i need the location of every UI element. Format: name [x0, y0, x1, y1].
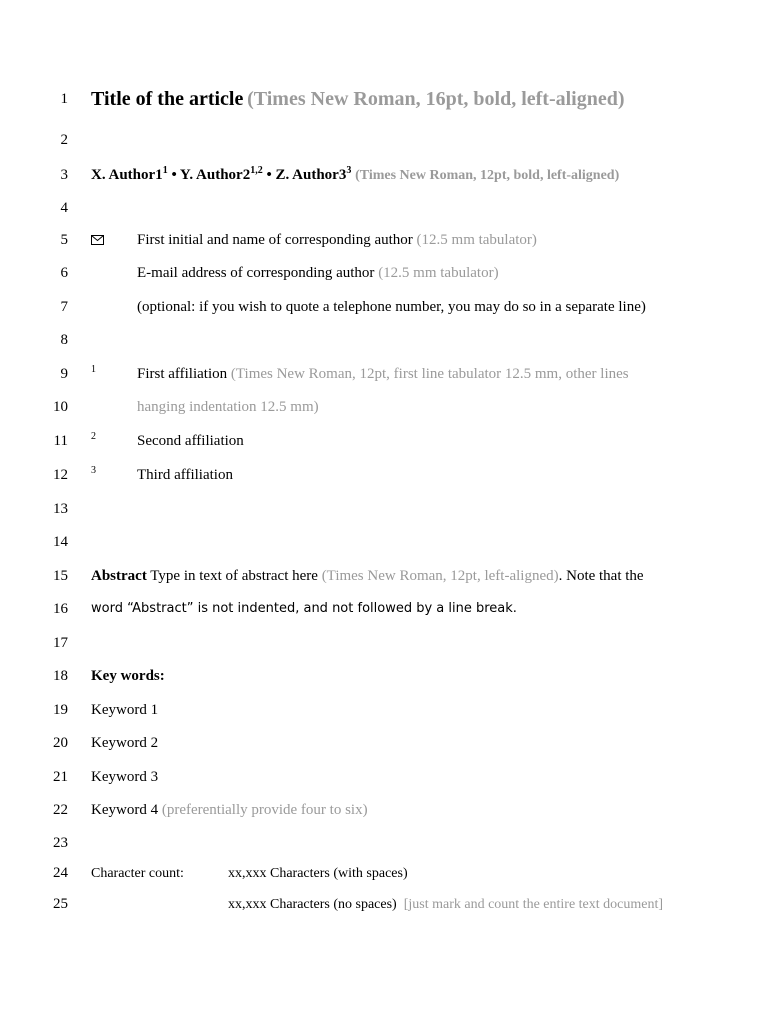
line-number: 2 — [60, 132, 68, 148]
line-number: 21 — [53, 769, 68, 785]
keyword-text: Keyword 1 — [91, 702, 159, 718]
line-number: 8 — [60, 332, 68, 348]
corresponding-author-email: E-mail address of corresponding author — [137, 265, 375, 281]
character-count-note: [just mark and count the entire text document] — [403, 897, 664, 912]
corresponding-author-name-line — [137, 231, 748, 249]
abstract-line-2 — [91, 600, 748, 618]
affiliation-1-text: First affiliation — [137, 366, 228, 382]
abstract-label: Abstract — [91, 568, 147, 584]
line-number: 4 — [60, 200, 68, 216]
affiliation-3-mark — [91, 466, 121, 484]
affiliation-format-note: (Times New Roman, 12pt, first line tabulator 12.5 mm, other lines — [230, 366, 629, 382]
keywords-note: (preferentially provide four to six) — [161, 802, 368, 818]
affiliation-1-mark — [91, 365, 121, 383]
line-number: 15 — [53, 568, 68, 584]
article-title-line — [91, 87, 748, 111]
abstract-line — [91, 567, 748, 585]
line-number: 5 — [60, 232, 68, 248]
keyword-text: Keyword 4 — [91, 802, 159, 818]
abstract-text-tail: . Note that the — [558, 568, 644, 584]
affiliation-mark: 2 — [91, 431, 96, 442]
affiliation-3-line — [137, 466, 748, 484]
abstract-format-note: (Times New Roman, 12pt, left-aligned) — [321, 568, 559, 584]
keyword-item — [91, 734, 748, 752]
line-number: 18 — [53, 668, 68, 684]
affiliation-2-line — [137, 432, 748, 450]
character-count-no-spaces-line — [228, 896, 748, 914]
author-separator: • — [262, 167, 276, 183]
affiliation-mark: 3 — [91, 465, 96, 476]
character-count-with-spaces-line — [228, 865, 748, 883]
keyword-item — [91, 801, 748, 819]
keywords-heading: Key words: — [91, 668, 165, 684]
author-3: Z. Author3 — [275, 167, 347, 183]
line-number: 19 — [53, 702, 68, 718]
line-number: 16 — [53, 601, 68, 617]
line-number: 12 — [53, 467, 68, 483]
corresponding-author-name: First initial and name of corresponding author — [137, 232, 413, 248]
author-1-affiliation-mark: 1 — [162, 165, 168, 176]
line-number: 10 — [53, 399, 68, 415]
author-separator: • — [167, 167, 180, 183]
article-title: Title of the article — [91, 88, 244, 110]
line-number: 20 — [53, 735, 68, 751]
affiliation-2-text: Second affiliation — [137, 433, 244, 449]
affiliation-3-text: Third affiliation — [137, 467, 233, 483]
line-number: 17 — [53, 635, 68, 651]
authors-format-note: (Times New Roman, 12pt, bold, left-aligned) — [355, 168, 620, 183]
line-number: 13 — [53, 501, 68, 517]
affiliation-1-line — [137, 365, 748, 383]
line-number: 3 — [60, 167, 68, 183]
line-number: 25 — [53, 896, 68, 912]
telephone-note-line — [137, 298, 748, 316]
keywords-heading-line — [91, 667, 748, 685]
telephone-note: (optional: if you wish to quote a telephone number, you may do so in a separate line) — [137, 299, 646, 315]
author-2: Y. Author2 — [179, 167, 251, 183]
corresponding-author-email-line — [137, 264, 748, 282]
keyword-text: Keyword 2 — [91, 735, 159, 751]
line-number: 7 — [60, 299, 68, 315]
affiliation-mark: 1 — [91, 364, 96, 375]
keyword-item — [91, 701, 748, 719]
line-number: 11 — [53, 433, 68, 449]
authors-line — [91, 166, 748, 185]
keyword-text: Keyword 3 — [91, 769, 159, 785]
character-count-label: Character count: — [91, 866, 184, 881]
line-number: 14 — [53, 534, 68, 550]
character-count-with-spaces: xx,xxx Characters (with spaces) — [228, 866, 408, 881]
tabulator-note: (12.5 mm tabulator) — [378, 265, 499, 281]
line-number: 1 — [60, 91, 68, 107]
keyword-item — [91, 768, 748, 786]
line-number: 22 — [53, 802, 68, 818]
title-format-note: (Times New Roman, 16pt, bold, left-aligned) — [247, 88, 625, 110]
author-1: X. Author1 — [91, 167, 163, 183]
affiliation-1-line-2 — [137, 398, 748, 416]
abstract-text-continued: word “Abstract” is not indented, and not followed by a line break. — [91, 601, 517, 616]
author-3-affiliation-mark: 3 — [346, 165, 352, 176]
affiliation-format-note-continued: hanging indentation 12.5 mm) — [137, 399, 319, 415]
envelope-icon — [91, 235, 104, 245]
line-number: 9 — [60, 366, 68, 382]
character-count-no-spaces: xx,xxx Characters (no spaces) — [228, 897, 397, 912]
line-number: 23 — [53, 835, 68, 851]
author-2-affiliation-mark: 1,2 — [250, 165, 263, 176]
tabulator-note: (12.5 mm tabulator) — [416, 232, 537, 248]
line-number: 6 — [60, 265, 68, 281]
abstract-text: Type in text of abstract here — [146, 568, 322, 584]
affiliation-2-mark — [91, 432, 121, 450]
line-number: 24 — [53, 865, 68, 881]
